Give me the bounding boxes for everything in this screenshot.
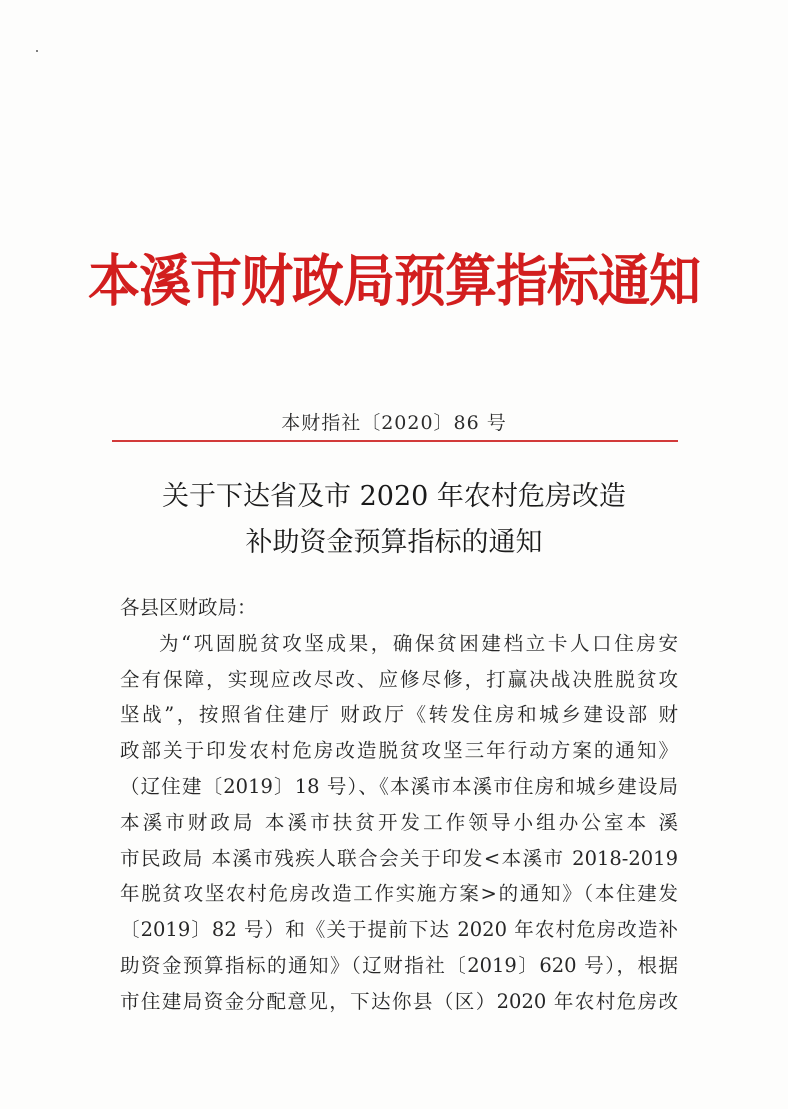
body-line: 全有保障，实现应改尽改、应修尽修，打赢决战决胜脱贫攻	[120, 667, 678, 691]
notice-body	[120, 590, 678, 1020]
body-line: 市住建局资金分配意见，下达你县（区）2020 年农村危房改	[120, 989, 678, 1013]
scan-speck	[36, 50, 38, 52]
body-line: 本溪市财政局 本溪市扶贫开发工作领导小组办公室本 溪	[120, 810, 678, 834]
notice-title-line-1: 关于下达省及市 2020 年农村危房改造	[162, 481, 626, 512]
body-line: 为“巩固脱贫攻坚成果，确保贫困建档立卡人口住房安	[159, 631, 678, 655]
body-line: 坚战”，按照省住建厅 财政厅《转发住房和城乡建设部 财	[120, 703, 678, 727]
body-line: 助资金预算指标的通知》（辽财指社〔2019〕620 号），根据	[120, 953, 678, 977]
body-line: 市民政局 本溪市残疾人联合会关于印发<本溪市 2018-2019	[120, 846, 678, 870]
addressee: 各县区财政局：	[120, 596, 257, 619]
red-divider-line	[112, 440, 678, 442]
notice-title-line-2: 补助资金预算指标的通知	[245, 527, 543, 558]
body-line: 政部关于印发农村危房改造脱贫攻坚三年行动方案的通知》	[120, 739, 678, 763]
document-number: 本财指社〔2020〕86 号	[281, 412, 507, 434]
notice-title	[0, 474, 788, 566]
body-line: （辽住建〔2019〕18 号）、《本溪市本溪市住房和城乡建设局	[120, 774, 678, 798]
body-line: 〔2019〕82 号）和《关于提前下达 2020 年农村危房改造补	[120, 918, 678, 942]
issuer-header-title: 本溪市财政局预算指标通知	[87, 249, 700, 315]
body-line: 年脱贫攻坚农村危房改造工作实施方案>的通知》（本住建发	[120, 882, 678, 906]
